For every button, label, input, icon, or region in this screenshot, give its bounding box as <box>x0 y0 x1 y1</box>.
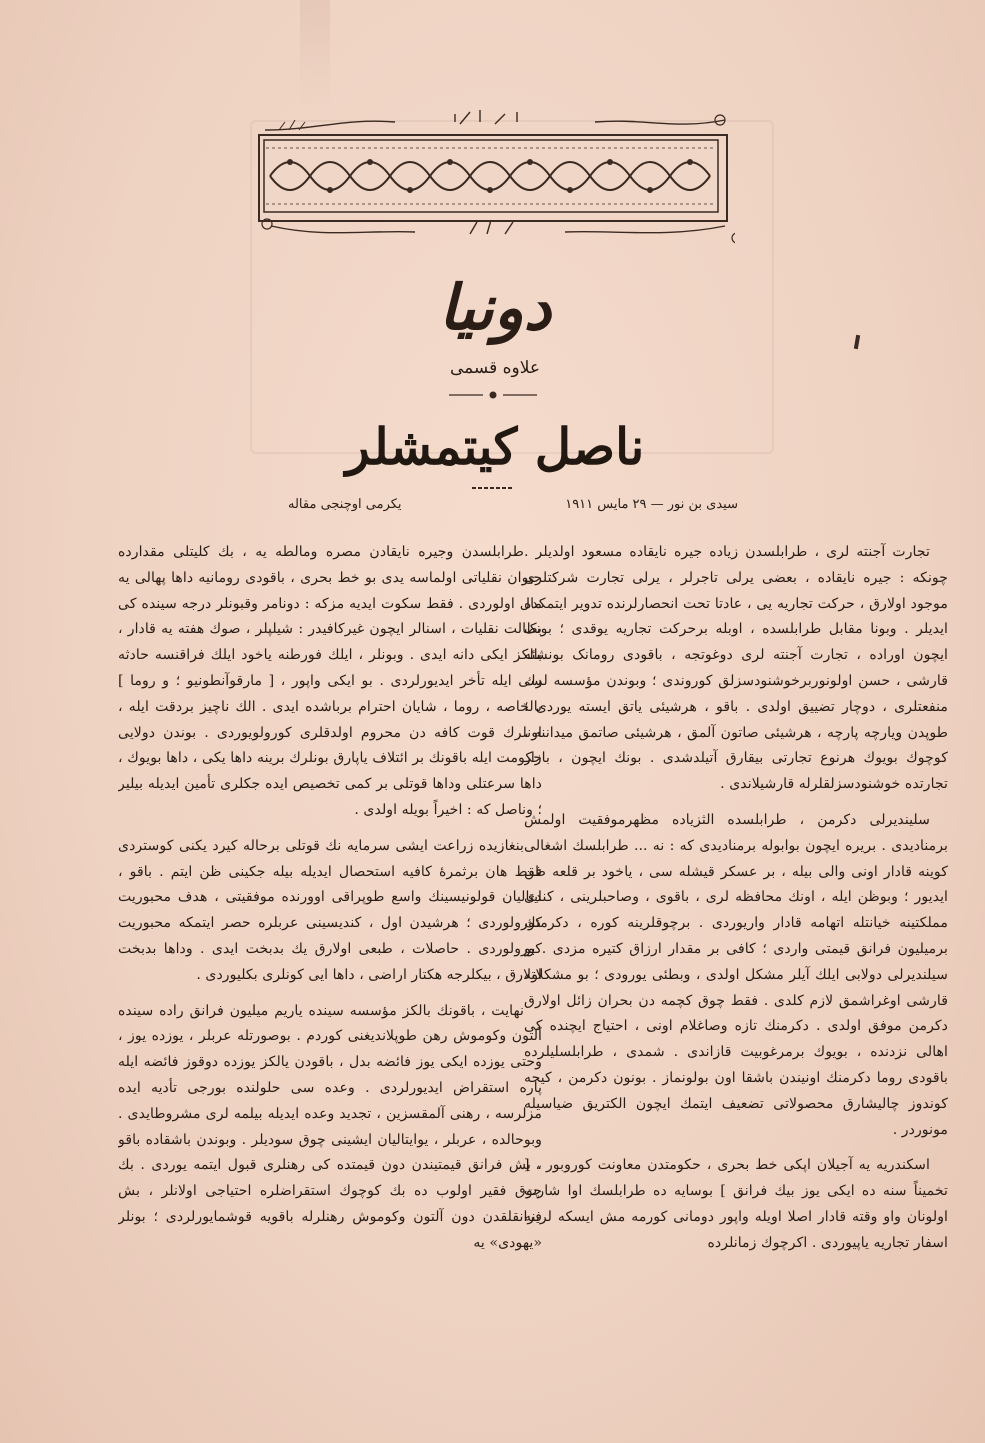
masthead-ornamental-border <box>258 134 728 222</box>
paragraph: بنغازیده زراعت ایشی سرمایه نك قوتلی برحاله کیرد یکنی کوستردی فقط هان برثمرۀ کافیه استحصال ایدیله بیله جکینی ظن ایتم . باقو ، ایتالیان قولونیسینك واسع طوپراقی اوورنده موفقیتی ، هدف محبوریت کورولوردی ؛ هرشیدن اول ، کندیسینی عربلره حصر ایتمکه محبوریت کورولوردی . حاصلات ، طبعی اولارق یك بدبخت ایدی . وداها بدبخت اولارق ، بیکلرجه هکتار اراضی ، داها ایی کونلری بکلیوردی . <box>118 837 542 983</box>
printers-mark <box>854 335 860 349</box>
article-column-left <box>118 540 542 1390</box>
series-label: یکرمی اوچنجی مقاله <box>288 497 402 512</box>
decorative-divider <box>445 388 541 402</box>
article-column-right <box>524 540 948 1390</box>
article-headline: ناصل کیتمشلر <box>345 417 645 476</box>
paper-stain <box>300 0 330 110</box>
top-flourish-ornament <box>255 108 735 136</box>
paragraph: طرابلسدن وجیره نایقادن مصره ومالطه یه ، بك کلیتلی مقدارده حیوان نقلیاتی اولماسه یدی بو خط بحری ، باقودی رومانیه داها پهالی یه مال اولوردی . فقط سکوت ایدیه مزکه : دونامر وقبونلر درجه سینده کی بطالت نقلیات ، اسنالر ایچون غیرکافیدر : شیلپلر ، صوك هفته یه قادار ، بالکز ایکی دانه ایدی . وبونلر ، ایلك فورطنه یاخود ایلك فراقنسه حادثه سی ایله تأخر ایدیورلردی . بو ایکی واپور ، [ مارقوآنطونیو ؛ و روما ] بالخاصه ، روما ، شایان احترام برباشده ایدی . الك ناچیز بردقت ایله ، اونلرك قوت کافه دن محروم اولدقلری کورولویوردی . بوندن دولایی حکومت ایله باقونك بر ائتلاف یاپارق بونلرك برینه داها یکی ، داها بویوك ، داها سرعتلی وداها قوتلی بر کمی تخصیص ایده جکلری تأمین ایدیله بیلیر ؛ وناصل که : اخیراً بویله اولدی . <box>118 544 542 818</box>
paragraph: اسکندریه یه آجیلان اپکی خط بحری ، حکومتدن معاونت کوروبور ، [ تخمیناً سنه ده ایکی یوز بیك فرانق ] بوسایه ده طرابلسك اوا شارت اولونان واو وقته قادار اصلا اویله واپور دومانی کورمه مش ایسکه لرینه اسفار تجاریه یاپیوردی . اکرچوك زمانلرده <box>524 1157 948 1251</box>
headline-underline-ornament <box>470 484 516 492</box>
paragraph: تجارت آجنته لری ، طرابلسدن زیاده جیره نایقاده مسعود اولدیلر . چونکه : جیره نایقاده ، بعضی یرلی تاجرلر ، یرلی تجارت شرکتلری موجود اولارق ، حرکت تجاریه یی ، عادتا تحت انحصارلرنده تدویر ایتمکده ایدیلر . وبونا مقابل طرابلسده ، اوبله برحرکت تجاریه یوقدی ؛ بونک ایچون اوراده ، تجارت آجنته لری دوغوتجه ، باقودی رومانک بونشئه قارشی ، حسن اولونوربرخوشنودسزلق کوروندی ؛ وبوندن مؤسسه لرك منفعتلری ، دوچار تضییق اولدی . باقو ، هرشیئی یاتق ایسته یوردی ؛ طوپدن ویارچه پارچه ، هرشیئی صاتون آلمق ، هرشیئی صاتمق میداننه ، کوچوك بویوك هرنوع تجارتی بیقارق آتیلدشدی . بونك ایچون ، بازار تجارتده خوشنودسزلقلرله قارشیلاندی . <box>524 544 948 793</box>
bottom-flourish-ornament <box>255 216 735 246</box>
paragraph: نهایت ، باقونك بالکز مؤسسه سینده یاریم میلیون فرانق راده سینده آلتون وکوموش رهن طوپلاندیغنی کوردم . بوصورتله عربلر ، یوزده یوز ، وحتی یوزده ایکی یوز فائضه بدل ، باقودن یالکز یوزده دوقوز فائضه ایله پاره استقراض ایدیورلردی . وعده سی حلولنده بورجی تأدیه ایده مزلرسه ، رهنی آلمقسزین ، تجدید وعده ایدیله بیلمه لری مشروطایدی . وبوحالده ، عربلر ، یوایتالیان ایشینی چوق سودیلر . وبوندن باشقاده باقو ، بش فرانق قیمتیندن دون قیمتده کی رهنلری قبول ایتمه یوردی . بك چوق فقیر اولوب ده بك کوچوك استقراضلره احتیاجی اولانلر ، بش فرانقلقدن دون آلتون وکوموش رهنلرله باقویه قوشمایورلردی ؛ بونلر «یهودی» یه <box>118 1002 542 1251</box>
masthead-subtitle: علاوه قسمی <box>449 358 541 378</box>
article-dateline-row <box>138 497 888 521</box>
paragraph: سلیندیرلی دکرمن ، طرابلسده الثزیاده مظهرموفقیت اولمش برمنادیدی . بریره ایچون بوابوله برمنادیدی که : نه ... طرابلسك اشغالی کوینه قادار اونی والی بیله ، بر عسکر قیشله سی ، یاخود بر قلعه ظن ایدیور ؛ وبوظن ایله ، اونك محافظه لری ، باقوی ، وصاحبلرینی ، کندی مملکتینه خیانتله اتهامه قادار واریوردی . برچوقلرینه کوره ، دکرمنك برمیلیون فرانق قیمتی واردی ؛ کافی بر مقدار ارزاق کتیره مزدی . بو سیلندیرلی دولابی ایلك آیلر مشکل اولدی ، وبطئی یورودی ؛ بو مشکلاته قارشی اوغراشمق لازم کلدی . فقط چوق کچمه دن بحران زائل اولارق دکرمن موفق اولدی . دکرمنك تازه وصاغلام اونی ، احتیاج ایچنده کی اهالی نزدنده ، بویوك برمرغوبیت قازاندی . شمدی ، طرابلسلیلرده باقودی روما دکرمنك اونیندن باشقا اون بولونماز . بونون دکرمن ، کیجه کوندوز چالیشارق محصولاتی تضعیف ایتمك ایچون الکتریق ضیاسیله مونوردر . <box>524 811 948 1138</box>
masthead-title: دونیا <box>438 271 552 344</box>
article-date: سیدی بن نور — ۲۹ مایس ۱۹۱۱ <box>565 497 738 512</box>
